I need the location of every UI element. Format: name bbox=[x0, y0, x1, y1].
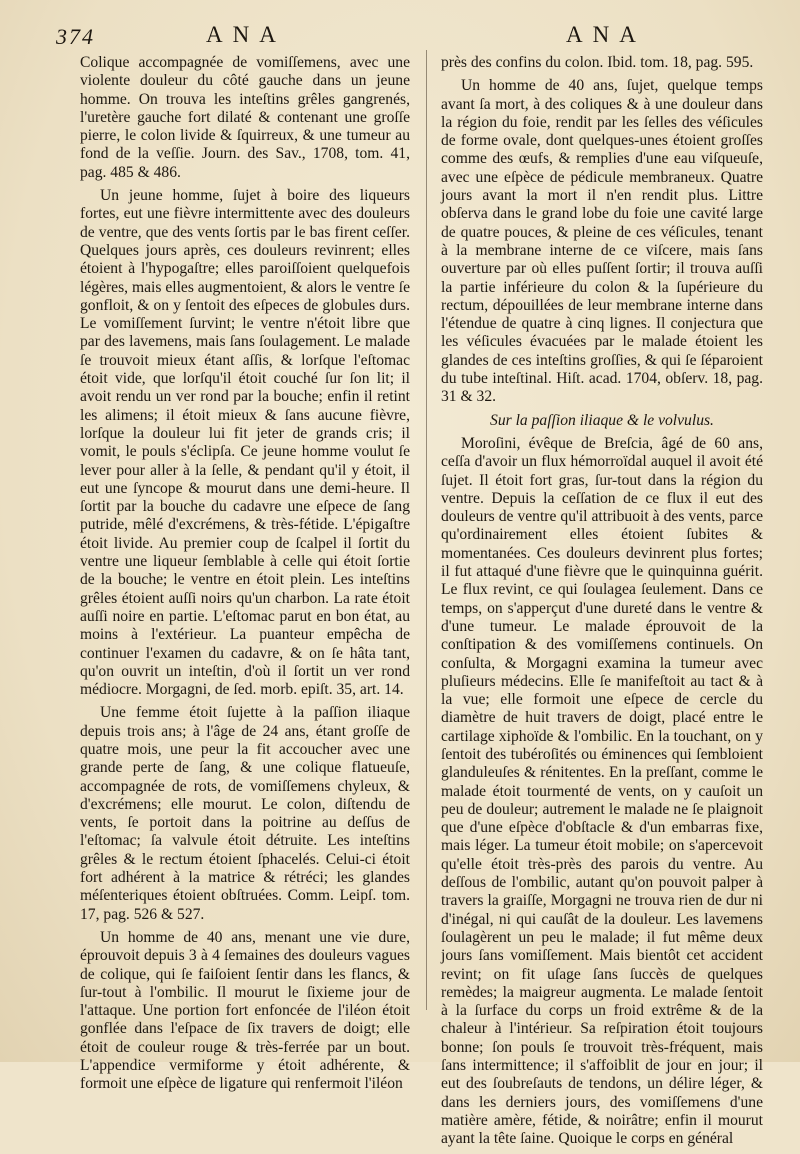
section-title: Sur la paſſion iliaque & le volvulus. bbox=[490, 411, 714, 429]
paragraph: Un homme de 40 ans, menant une vie dure, éprouvoit depuis 3 à 4 ſemaines des douleurs vagues de colique, qui ſe faiſoient ſentir dans les flancs, & ſur-tout à l'ombilic. Il mourut le ſixieme jour de l'attaque. Une portion fort enfoncée de l'iléon étoit gonflée dans l'eſpace de ſix travers de doigt; elle étoit de couleur rouge & très-ferrée par un bout. L'appendice vermiforme y étoit adhérente, & formoit une eſpèce de ligature qui renfermoit l'iléon bbox=[80, 928, 410, 1093]
column-divider bbox=[426, 50, 427, 1010]
running-header bbox=[56, 22, 756, 52]
page-number: 374 bbox=[56, 24, 95, 49]
paragraph: près des confins du colon. Ibid. tom. 18, pag. 595. bbox=[441, 54, 754, 71]
paragraph: Une femme étoit ſujette à la paſſion iliaque depuis trois ans; à l'âge de 24 ans, étant groſſe de quatre mois, une peur la fit accoucher avec une grande perte de ſang, & une colique flatueuſe, accompagnée de rots, de vomiſſemens chyleux, & d'excrémens; elle mourut. Le colon, diſtendu de vents, ſe portoit dans la poitrine au deſſus de l'eſtomac; ſa valvule étoit détruite. Les inteſtins grêles & le rectum étoient ſphacelés. Celui-ci étoit fort adhérent à la matrice & rétréci; les glandes méſenteriques étoient obſtruées. Comm. Leipſ. tom. 17, pag. 526 & 527. bbox=[80, 704, 410, 923]
running-head-left: ANA bbox=[206, 22, 286, 47]
running-head-right: ANA bbox=[566, 22, 646, 47]
left-column bbox=[80, 54, 410, 1099]
paragraph: Un homme de 40 ans, ſujet, quelque temps avant ſa mort, à des coliques & à une douleur dans la région du foie, rendit par les ſelles des véſicules de forme ovale, dont quelques-unes étoient groſſes comme des œufs, & remplies d'une eau viſqueuſe, avec une eſpèce de pédicule membraneux. Quatre jours avant la mort il n'en rendit plus. Littre obſerva dans le grand lobe du foie une cavité large de quatre pouces, & pleine de ces véſicules, tenant à la membrane interne de ce viſcere, mais ſans ouverture par où elles puſſent ſortir; il trouva auſſi la partie inférieure du colon & la ſupérieure du rectum, dépouillées de leur membrane interne dans l'étendue de quatre à cinq lignes. Il conjectura que les véſicules évacuées par le malade étoient les glandes de ces inteſtins groſſies, & qui ſe ſéparoient du tube inteſtinal. Hiſt. acad. 1704, obſerv. 18, pag. 31 & 32. bbox=[441, 77, 763, 406]
paragraph: Colique accompagnée de vomiſſemens, avec une violente douleur du côté gauche dans un jeune homme. On trouva les inteſtins grêles gangrenés, l'uretère gauche fort dilaté & contenant une groſſe pierre, le colon livide & ſquirreux, & une tumeur au fond de la veſſie. Journ. des Sav., 1708, tom. 41, pag. 485 & 486. bbox=[80, 54, 410, 181]
right-column bbox=[441, 54, 763, 1154]
paragraph: Moroſini, évêque de Breſcia, âgé de 60 ans, ceſſa d'avoir un flux hémorroïdal auquel il avoit été ſujet. Il étoit fort gras, ſur-tout dans la région du ventre. Depuis la ceſſation de ce flux il eut des douleurs de ventre qu'il attribuoit à des vents, parce qu'ordinairement elles étoient ſubites & momentanées. Ces douleurs devinrent plus fortes; il fut attaqué d'une fièvre que le quinquinna guérit. Le flux revint, ce qui ſoulagea ſeulement. Dans ce temps, on s'apperçut d'une dureté dans le ventre & d'une tumeur. Le malade éprouvoit de la conſtipation & des vomiſſemens continuels. On conſulta, & Morgagni examina la tumeur avec pluſieurs médecins. Elle ſe manifeſtoit au tact & à la vue; elle formoit une eſpece de cercle du diamètre de huit travers de doigt, placé entre le cartilage xiphoïde & l'ombilic. En la touchant, on y ſentoit des tubéroſités ou éminences qui ſembloient glanduleuſes & rénitentes. En la preſſant, comme le malade étoit tourmenté de vents, on y cauſoit un peu de douleur; autrement le malade ne ſe plaignoit que d'une eſpèce d'obſtacle & d'un embarras fixe, mais léger. La tumeur étoit mobile; on s'apercevoit qu'elle étoit très-près des parois du ventre. Au deſſous de l'ombilic, autant qu'on pouvoit palper à travers la graiſſe, Morgagni ne trouva rien de dur ni d'inégal, ni qui cauſât de la douleur. Les lavemens ſoulagèrent un peu le malade; il fut même deux jours ſans vomiſſement. Mais bientôt cet accident revint; on fit uſage ſans ſuccès de quelques remèdes; la maigreur augmenta. Le malade ſentoit à la ſurface du corps un froid extrême & de la chaleur à l'intérieur. Sa reſpiration étoit toujours bonne; ſon pouls ſe trouvoit très-fréquent, mais ſans intermittence; il s'affoiblit de jour en jour; il eut des ſoubreſauts de tendons, un délire léger, & dans les derniers jours, des vomiſſemens d'une matière amère, fétide, & noirâtre; enfin il mourut ayant la tête ſaine. Quoique le corps en général bbox=[441, 434, 763, 1148]
paragraph: Un jeune homme, ſujet à boire des liqueurs fortes, eut une fièvre intermittente avec des douleurs de ventre, que des vents ſortis par le bas firent ceſſer. Quelques jours après, ces douleurs revinrent; elles étoient à l'hypogaſtre; elles paroiſſoient quelquefois légères, mais elles augmentoient, & alors le ventre ſe gonfloit, & on y ſentoit des eſpeces de globules durs. Le vomiſſement ſurvint; le ventre n'étoit libre que par des lavemens, mais ſans ſoulagement. Le malade ſe trouvoit mieux étant aſſis, & lorſque l'eſtomac étoit vide, que lorſqu'il étoit couché ſur ſon lit; il avoit rendu un ver rond par la bouche; enfin il retint les alimens; il étoit mieux & ſans aucune fièvre, lorſque la douleur lui fit jeter de grands cris; il vomit, le pouls s'éclipſa. Ce jeune homme voulut ſe lever pour aller à la ſelle, & pendant qu'il y étoit, il eut une ſyncope & mourut dans une demi-heure. Il ſortit par la bouche du cadavre une eſpece de ſang putride, mêlé d'excrémens, & très-fétide. L'épigaſtre étoit livide. Au premier coup de ſcalpel il ſortit du ventre une liqueur ſemblable à celle qui étoit ſortie de la bouche; le ventre en étoit plein. Les inteſtins grêles étoient auſſi noirs qu'un charbon. La rate étoit auſſi noire en partie. L'eſtomac parut en bon état, au moins à l'extérieur. La puanteur empêcha de continuer l'examen du cadavre, & on ſe hâta tant, qu'on ouvrit un inteſtin, d'où il ſortit un ver rond médiocre. Morgagni, de ſed. morb. epiſt. 35, art. 14. bbox=[80, 187, 410, 699]
